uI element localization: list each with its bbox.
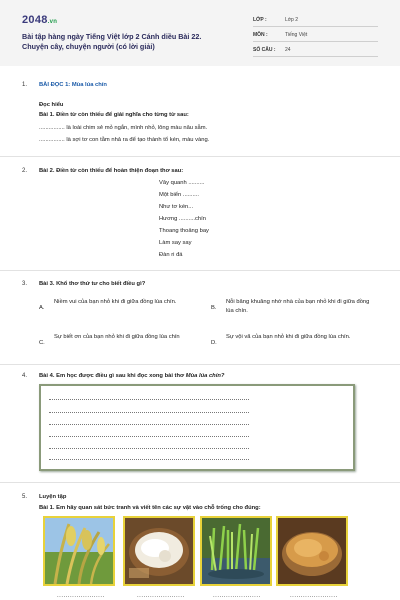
poem-line: Một biển .......... — [159, 192, 199, 198]
option-d-text[interactable]: Sự vội vã của bạn nhỏ khi đi giữa đồng lúa chín. — [226, 334, 351, 340]
poem-line: Hương ..........chín — [159, 216, 206, 222]
page-title-line1: Bài tập hàng ngày Tiếng Việt lớp 2 Cánh diều Bài 22. — [22, 32, 202, 41]
q5-number: 5. — [22, 494, 28, 500]
poem-line: Thoang thoảng bay — [159, 228, 209, 234]
divider — [0, 156, 400, 157]
q1-line2: ................ là sợi tơ con tằm nhả ra để tạo thành tổ kén, màu vàng. — [39, 137, 210, 143]
meta-count — [253, 44, 378, 57]
poem-line: Làm say say — [159, 240, 192, 246]
q4-task-italic: Mùa lúa chín? — [185, 373, 225, 379]
q1-task: Bài 1. Điền từ còn thiếu để giải nghĩa cho từng từ sau: — [39, 112, 189, 118]
answer-line — [49, 459, 249, 460]
q5-task: Bài 1. Em hãy quan sát bức tranh và viết tên các sự vật vào chỗ trống cho đúng: — [39, 505, 261, 511]
divider — [0, 482, 400, 483]
q3-number: 3. — [22, 281, 28, 287]
option-a-letter[interactable]: A. — [39, 305, 45, 311]
meta-subject — [253, 29, 378, 42]
meta-class — [253, 14, 378, 27]
q4-task-text: Bài 4. Em học được điều gì sau khi đọc xong bài thơ — [39, 373, 186, 379]
q2-task: Bài 2. Điền từ còn thiếu để hoàn thiện đoạn thơ sau: — [39, 168, 184, 174]
q1-line1: ................ là loài chim sẻ mỏ ngắn, mình nhỏ, lông màu nâu sẫm. — [39, 125, 208, 131]
option-a-text[interactable]: Niềm vui của bạn nhỏ khi đi giữa đồng lúa chín. — [54, 299, 177, 305]
meta-subject-label: MÔN : — [253, 32, 268, 38]
option-c-letter[interactable]: C. — [39, 340, 45, 346]
q4-task — [39, 372, 224, 380]
option-b-text[interactable]: Nỗi băng khuăng nhớ nhà của bạn nhỏ khi đi giữa đồng lúa chín. — [226, 299, 370, 314]
answer-box[interactable] — [39, 384, 355, 471]
answer-line — [49, 448, 249, 449]
logo-text: 2048 — [22, 14, 48, 26]
q1-number: 1. — [22, 82, 28, 88]
rice-plant-picture — [43, 516, 115, 586]
q3-task: Bài 3. Khổ thơ thứ tư cho biết điều gì? — [39, 281, 146, 287]
divider — [0, 270, 400, 271]
meta-count-value: 24 — [285, 47, 291, 53]
divider — [0, 364, 400, 365]
rice-seedling-picture — [200, 516, 272, 586]
option-b-letter[interactable]: B. — [211, 305, 217, 311]
answer-blank[interactable]: ...................... — [290, 593, 338, 599]
meta-subject-value: Tiếng Việt — [285, 32, 308, 38]
option-c-text[interactable]: Sự biết ơn của bạn nhỏ khi đi giữa đồng lúa chín — [54, 334, 180, 340]
site-logo[interactable] — [22, 14, 57, 26]
meta-class-label: LỚP : — [253, 17, 267, 23]
meta-class-value: Lớp 2 — [285, 17, 299, 23]
answer-line — [49, 412, 249, 413]
answer-blank[interactable]: ...................... — [57, 593, 105, 599]
poem-line: Vây quanh .......... — [159, 180, 205, 186]
answer-blank[interactable]: ...................... — [137, 593, 185, 599]
logo-suffix: .vn — [47, 19, 58, 25]
rice-bran-picture — [276, 516, 348, 586]
answer-line — [49, 424, 249, 425]
q1-sub: Đọc hiểu — [39, 102, 64, 108]
answer-line — [49, 436, 249, 437]
meta-count-label: SỐ CÂU : — [253, 47, 276, 53]
option-d-letter[interactable]: D. — [211, 340, 217, 346]
poem-line: Đàn ri đá — [159, 252, 183, 258]
page-title-line2: Chuyện cây, chuyện người (có lời giải) — [22, 41, 155, 51]
answer-blank[interactable]: ...................... — [213, 593, 261, 599]
q4-number: 4. — [22, 373, 28, 379]
answer-line — [49, 399, 249, 400]
poem-line: Như tơ kén... — [159, 204, 194, 210]
page-title — [22, 32, 232, 51]
rice-grains-picture — [123, 516, 195, 586]
header — [0, 0, 400, 66]
q2-number: 2. — [22, 168, 28, 174]
q5-heading: Luyện tập — [39, 494, 67, 500]
q1-heading: BÀI ĐỌC 1: Mùa lúa chín — [39, 82, 107, 88]
